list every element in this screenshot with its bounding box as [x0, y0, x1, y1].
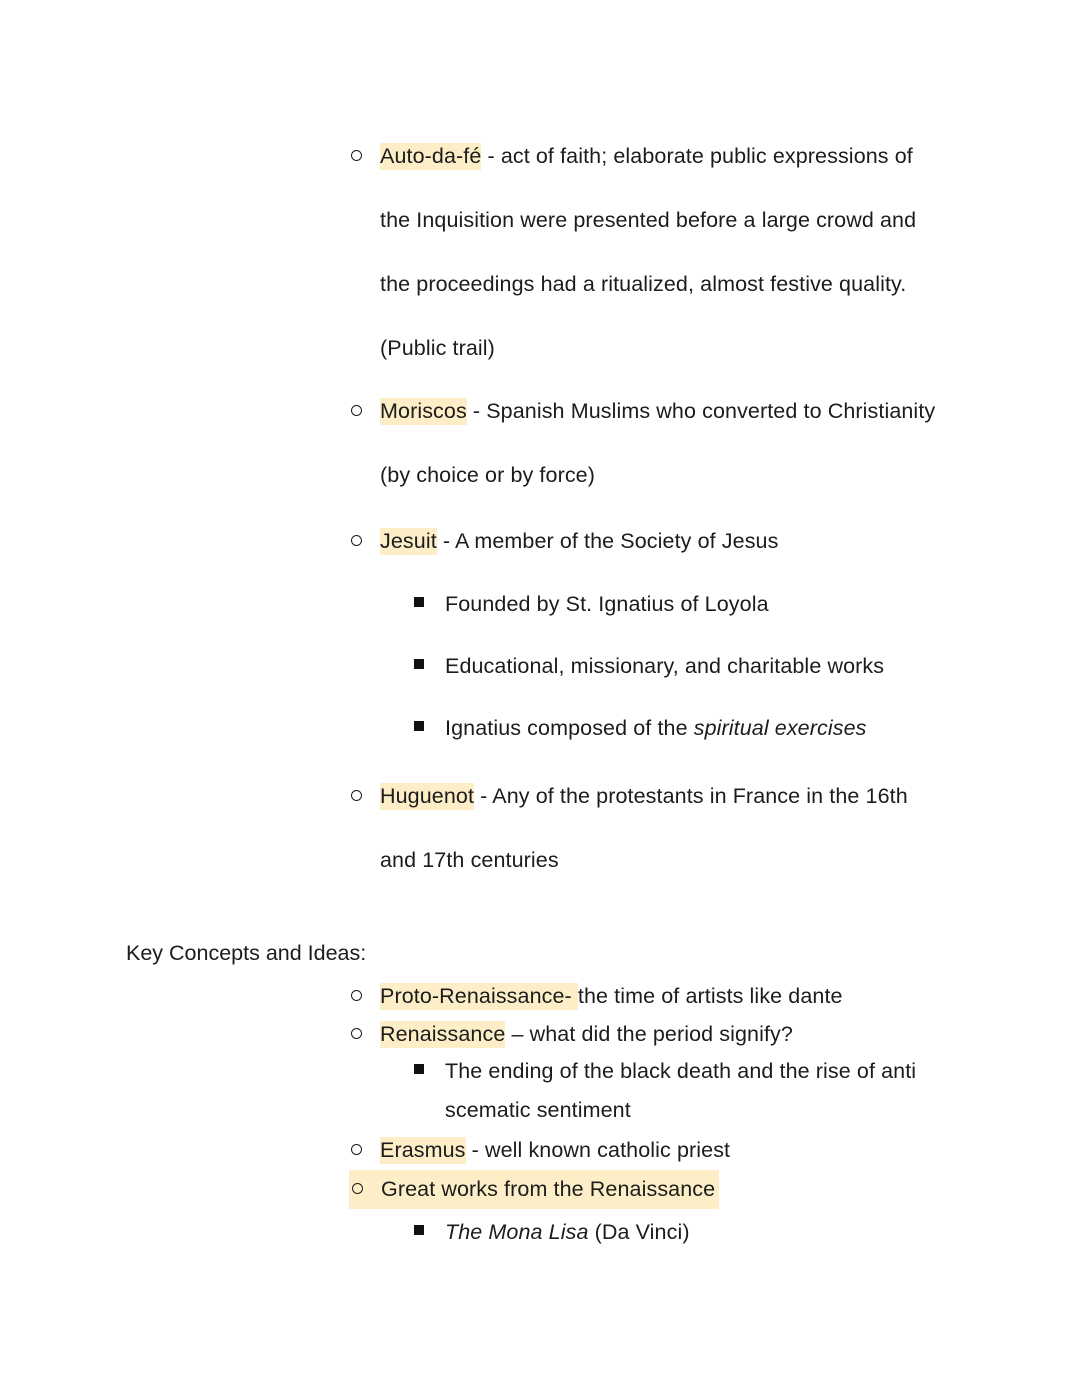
vocab-item-jesuit: [348, 509, 948, 573]
circle-bullet-icon: [351, 124, 362, 188]
square-bullet-icon: [414, 635, 424, 697]
sub-item-title: The Mona Lisa: [445, 1220, 589, 1244]
circle-bullet-icon: [351, 764, 362, 828]
vocab-definition: - A member of the Society of Jesus: [436, 529, 779, 553]
vocab-term: Auto-da-fé: [380, 144, 482, 168]
concept-definition: the time of artists like dante: [577, 984, 843, 1008]
circle-bullet-icon: [351, 379, 362, 443]
sub-item-emphasis: spiritual exercises: [693, 716, 867, 740]
list-item: [348, 1131, 948, 1170]
concept-definition: – what did the period signify?: [505, 1022, 793, 1046]
concept-term: Great works from the Renaissance: [381, 1177, 716, 1201]
concept-item-proto-renaissance: [348, 977, 948, 1016]
vocab-term: Moriscos: [380, 399, 467, 423]
sub-item-label: The ending of the black death and the rise of anti scematic sentiment: [445, 1059, 923, 1122]
square-bullet-icon: [414, 697, 424, 759]
square-bullet-icon: [414, 1213, 424, 1252]
list-item: [412, 697, 957, 759]
concept-term: Renaissance: [380, 1022, 506, 1046]
vocab-term: Huguenot: [380, 784, 475, 808]
great-works-sub-list: [412, 1213, 940, 1252]
list-item: [348, 1015, 948, 1054]
concept-term: Erasmus: [380, 1138, 466, 1162]
vocab-definition: - act of faith; elaborate public expressions of the Inquisition were presented before a large crowd and the proceedings had a ritualized, almost festive quality. (Public trail): [380, 144, 923, 360]
circle-bullet-icon: [351, 977, 362, 1016]
list-item: [412, 635, 957, 697]
sub-item-attribution: (Da Vinci): [588, 1220, 690, 1244]
list-item: [348, 124, 948, 380]
list-item: [412, 1052, 940, 1129]
sub-item-label: Educational, missionary, and charitable works: [445, 654, 885, 678]
concept-item-erasmus: [348, 1131, 948, 1170]
concept-item-renaissance: [348, 1015, 948, 1054]
concept-definition: - well known catholic priest: [465, 1138, 731, 1162]
vocab-item-auto-da-fe: [348, 124, 948, 380]
vocab-definition: - Spanish Muslims who converted to Christianity (by choice or by force): [380, 399, 942, 487]
vocab-term: Jesuit: [380, 529, 437, 553]
vocab-definition: - Any of the protestants in France in the 16th and 17th centuries: [380, 784, 914, 872]
list-item: [348, 509, 948, 573]
circle-bullet-icon: [351, 1131, 362, 1170]
list-item: [348, 764, 948, 892]
circle-bullet-icon: [351, 1015, 362, 1054]
vocab-item-huguenot: [348, 764, 948, 892]
sub-item-label: Founded by St. Ignatius of Loyola: [445, 592, 769, 616]
renaissance-sub-list: [412, 1052, 940, 1129]
square-bullet-icon: [414, 1052, 424, 1091]
list-item: [348, 379, 948, 507]
square-bullet-icon: [414, 573, 424, 635]
list-item: [412, 1213, 940, 1252]
jesuit-sub-list: [412, 573, 957, 759]
concept-item-great-works: [349, 1170, 719, 1209]
circle-bullet-icon: [351, 509, 362, 573]
circle-bullet-icon: [352, 1170, 363, 1209]
sub-item-label: Ignatius composed of the: [445, 716, 694, 740]
list-item: [412, 573, 957, 635]
section-heading-key-concepts: Key Concepts and Ideas:: [126, 941, 367, 965]
concept-term: Proto-Renaissance-: [380, 984, 578, 1008]
vocab-item-moriscos: [348, 379, 948, 507]
list-item: [348, 977, 948, 1016]
list-item: [349, 1170, 949, 1209]
